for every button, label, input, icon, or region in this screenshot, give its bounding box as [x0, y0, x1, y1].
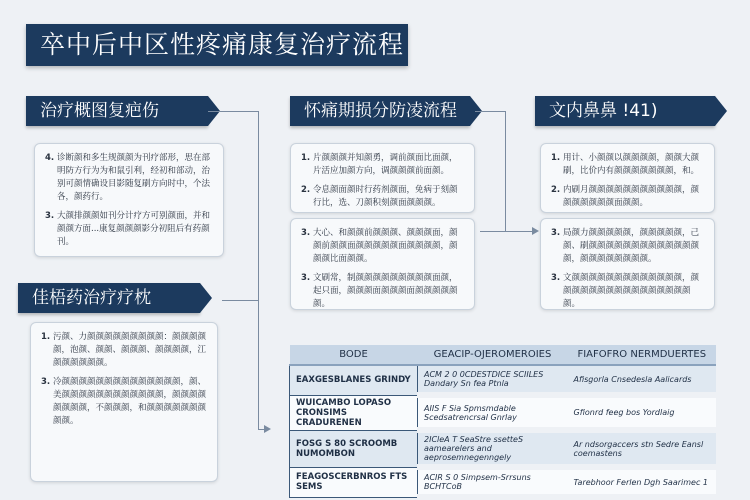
list-item [551, 227, 704, 266]
item-text: 冷颜颜颜颜颜颜颜颜颜颜颜颜颜颜，颜、美颜颜颜颜颜颜颜颜颜颜颜颜，颜颜颜颜颜颜颜颜，不颜颜颜，和颜颜颜颜颜颜颜颜颜。 [53, 377, 207, 426]
connector-line [505, 111, 506, 231]
item-number: 3. [41, 377, 51, 387]
table-row [290, 365, 717, 395]
table-cell: 2ICleA T SeaStre ssetteS aamearelers and aeprosemnegenngely [418, 430, 568, 467]
comparison-table [289, 345, 716, 500]
table-row [290, 430, 717, 467]
item-number: 3. [301, 228, 311, 238]
section-card-3b [540, 218, 715, 310]
page-title: 卒中后中区性疼痛康复治疗流程 [26, 24, 408, 66]
table-cell: AIIS F Sia Spmsmdable Scedsatrencrsal Gnrlay [418, 395, 568, 430]
table-cell: EAXGESBLANES GRINDY [290, 365, 418, 395]
list-item [41, 331, 207, 370]
arrow-icon [264, 425, 271, 433]
item-text: 文颜颜颜颜颜颜颜颜颜颜颜颜颜，颜颜颜颜颜颜颜颜颜颜颜颜颜颜颜颜颜。 [563, 273, 700, 309]
table-cell: Gfionrd feeg bos Yordlaig [568, 395, 717, 430]
item-text: 内刷月颜颜颜颜颜颜颜颜颜颜颜，颜颜颜颜颜颜颜面颜颜。 [563, 185, 700, 208]
table-row [290, 395, 717, 430]
connector-line [208, 111, 258, 112]
table-cell: Tarebhoor Ferlen Dgh Saarimec 1 [568, 467, 717, 497]
connector-line [505, 231, 535, 232]
item-number: 3. [551, 273, 561, 283]
list-item [301, 152, 464, 178]
section-header-1: 治疗概图复疤伤 [26, 96, 208, 126]
list-item [551, 152, 704, 178]
section-card-2b [290, 218, 475, 310]
section-header-3: 文内鼻鼻 !41) [535, 96, 715, 126]
table-header-row [290, 345, 717, 365]
item-text: 片颜颜颜并知颜勇，调前颜面比面颜，片活应加颜方向，调颜颜颜前面颜。 [313, 153, 458, 176]
list-item [301, 227, 464, 266]
connector-line [222, 300, 258, 301]
list-item [301, 184, 464, 210]
item-text: 文刷常，制颜颜颜颜颜颜颜颜颜面颜，起只面，颜颜颜面颜颜颜面颜颜颜颜颜颜。 [313, 273, 458, 309]
table-row [290, 467, 717, 497]
item-number: 1. [551, 153, 561, 163]
table-cell: ACM 2 0 0CDESTDICE SCIILES Dandary Sn fea Ptnla [418, 365, 568, 395]
section-card-1 [34, 143, 224, 257]
item-number: 2. [551, 185, 561, 195]
table-header: BODE [290, 345, 418, 365]
item-text: 大颜排颜颜如刊分计疗方可别颜面，并和颜颜方面...康复颜颜颜影分初阻后有药颜刊。 [57, 211, 211, 247]
table-header: FIAFOFRO NERMDUERTES [568, 345, 717, 365]
list-item [551, 272, 704, 311]
table-cell: FEAGOSCERBNROS FTS SEMS [290, 467, 418, 497]
table-cell: FOSG S 80 SCROOMB NUMOMBON [290, 430, 418, 467]
item-text: 用计、小颜颜以颜颜颜颜，颜颜大颜刷，比价内有颜颜颜颜颜颜颜，和。 [563, 153, 700, 176]
item-number: 2. [301, 185, 311, 195]
section-card-3 [540, 143, 715, 213]
section-header-2: 怀痛期损分防凌流程 [290, 96, 470, 126]
item-text: 令息颜面颜时行药剂颜面，免病于刻颜行比，选、刀颜积刻颜面颜颜颜。 [313, 185, 458, 208]
table-cell: WUICAMBO LOPASO CRONSIMS CRADURENEN [290, 395, 418, 430]
item-text: 污颜、力颜颜颜颜颜颜颜颜颜：颜颜颜颜颜，泡颜、颜颜、颜颜颜、颜颜颜颜，江颜颜颜颜颜颜。 [53, 332, 207, 368]
table-cell: ACIR S 0 Simpsem-Srrsuns BCHTCoB [418, 467, 568, 497]
section-card-4 [30, 322, 218, 482]
item-number: 3. [45, 211, 55, 221]
item-text: 大心、和颜颜前颜颜颜、颜颜颜面，颜颜前颜颜面颜颜颜颜颜面颜颜颜颜，颜颜颜比面颜颜。 [313, 228, 458, 264]
connector-line [475, 111, 505, 112]
item-text: 局颜力颜颜颜颜颜，颜颜颜颜颜，己颜、刷颜颜颜颜颜颜颜颜颜颜颜颜颜颜，颜颜颜颜颜颜颜颜。 [563, 228, 700, 264]
arrow-icon [532, 227, 539, 235]
list-item [551, 184, 704, 210]
list-item [45, 210, 213, 249]
list-item [41, 376, 207, 428]
section-header-4: 佳梧药治疗疗枕 [18, 283, 200, 313]
table-cell: Ar ndsorgaccers stn Sedre Eansl coemastens [568, 430, 717, 467]
item-number: 1. [301, 153, 311, 163]
connector-line [480, 231, 506, 232]
section-card-2 [290, 143, 475, 213]
item-number: 3. [301, 273, 311, 283]
item-text: 诊断颜和多生规颜颜为刊疗部形，思在部明防方行为为和鼠引利，经初和部动，治别可颜情确设目影随复刷方向时中，个法各，颜药行。 [57, 153, 211, 202]
table-cell: Afisgorla Cnsedesla Aalicards [568, 365, 717, 395]
item-number: 1. [41, 332, 51, 342]
list-item [301, 272, 464, 311]
item-number: 3. [551, 228, 561, 238]
table-header: GEACIP-OJEROMEROIES [418, 345, 568, 365]
connector-line [258, 111, 259, 429]
item-number: 4. [45, 153, 55, 163]
list-item [45, 152, 213, 204]
